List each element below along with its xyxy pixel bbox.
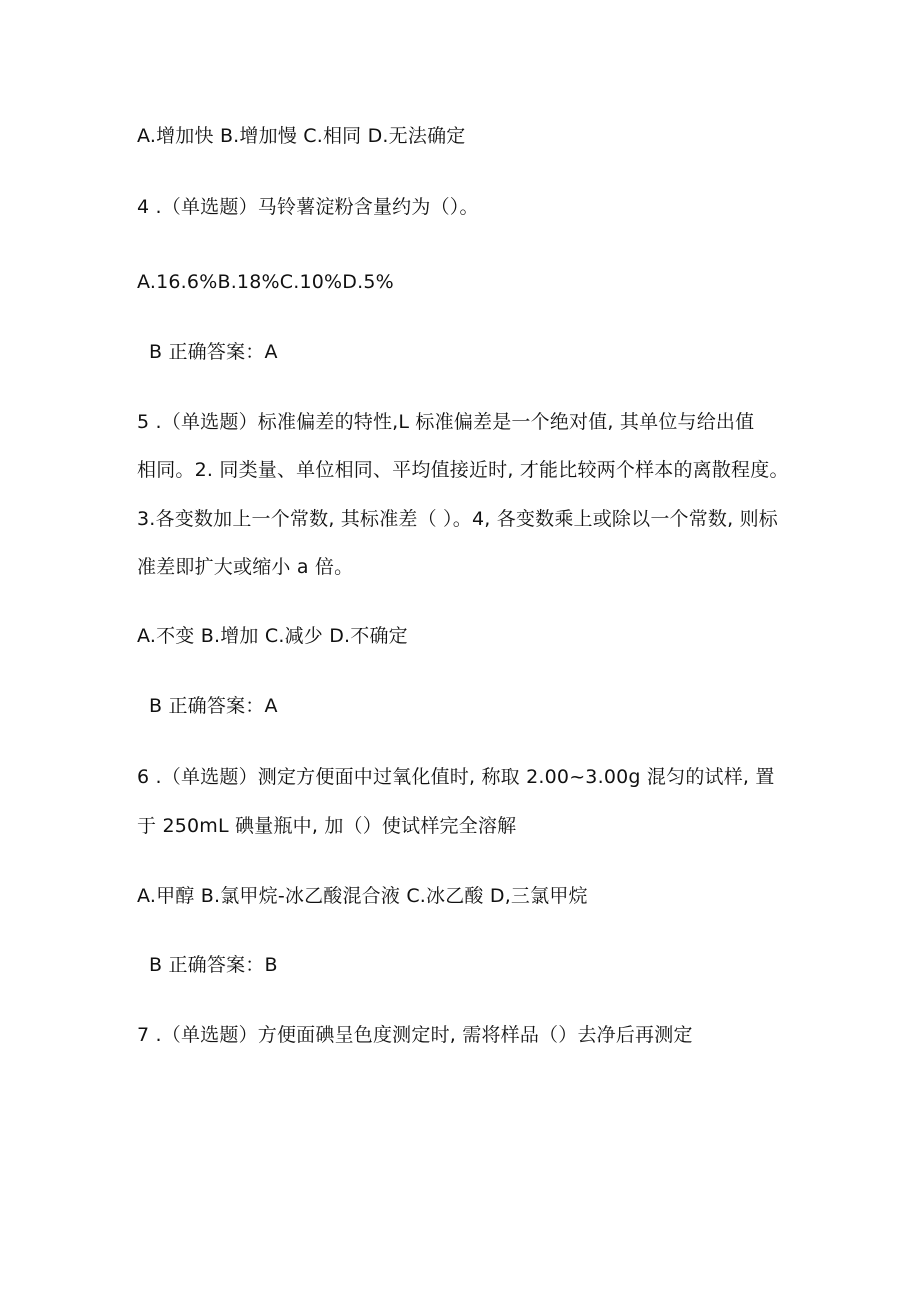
answer-question-4: B 正确答案：A	[149, 341, 278, 363]
question-4-stem: 4 .（单选题）马铃薯淀粉含量约为（）。	[137, 196, 479, 218]
options-question-4: A.16.6%B.18%C.10%D.5%	[137, 271, 394, 293]
question-5-stem-line-2: 相同。2. 同类量、单位相同、平均值接近时, 才能比较两个样本的离散程度。	[137, 459, 789, 481]
options-question-6: A.甲醇 B.氯甲烷-冰乙酸混合液 C.冰乙酸 D,三氯甲烷	[137, 885, 588, 907]
question-6-stem-line-1: 6 .（单选题）测定方便面中过氧化值时, 称取 2.00~3.00g 混匀的试样, 置	[137, 766, 775, 788]
question-5-stem-line-1: 5 .（单选题）标准偏差的特性,L 标准偏差是一个绝对值, 其单位与给出值	[137, 411, 755, 433]
answer-question-5: B 正确答案：A	[149, 695, 278, 717]
question-6-stem-line-2: 于 250mL 碘量瓶中, 加（）使试样完全溶解	[137, 815, 517, 837]
question-5-stem-line-3: 3.各变数加上一个常数, 其标准差（ ）。4, 各变数乘上或除以一个常数, 则标	[137, 508, 778, 530]
question-5-stem-line-4: 准差即扩大或缩小 a 倍。	[137, 556, 354, 578]
question-7-stem: 7 .（单选题）方便面碘呈色度测定时, 需将样品（）去净后再测定	[137, 1024, 693, 1046]
options-question-5: A.不变 B.增加 C.减少 D.不确定	[137, 625, 408, 647]
answer-question-6: B 正确答案：B	[149, 954, 278, 976]
options-question-3: A.增加快 B.增加慢 C.相同 D.无法确定	[137, 125, 466, 147]
